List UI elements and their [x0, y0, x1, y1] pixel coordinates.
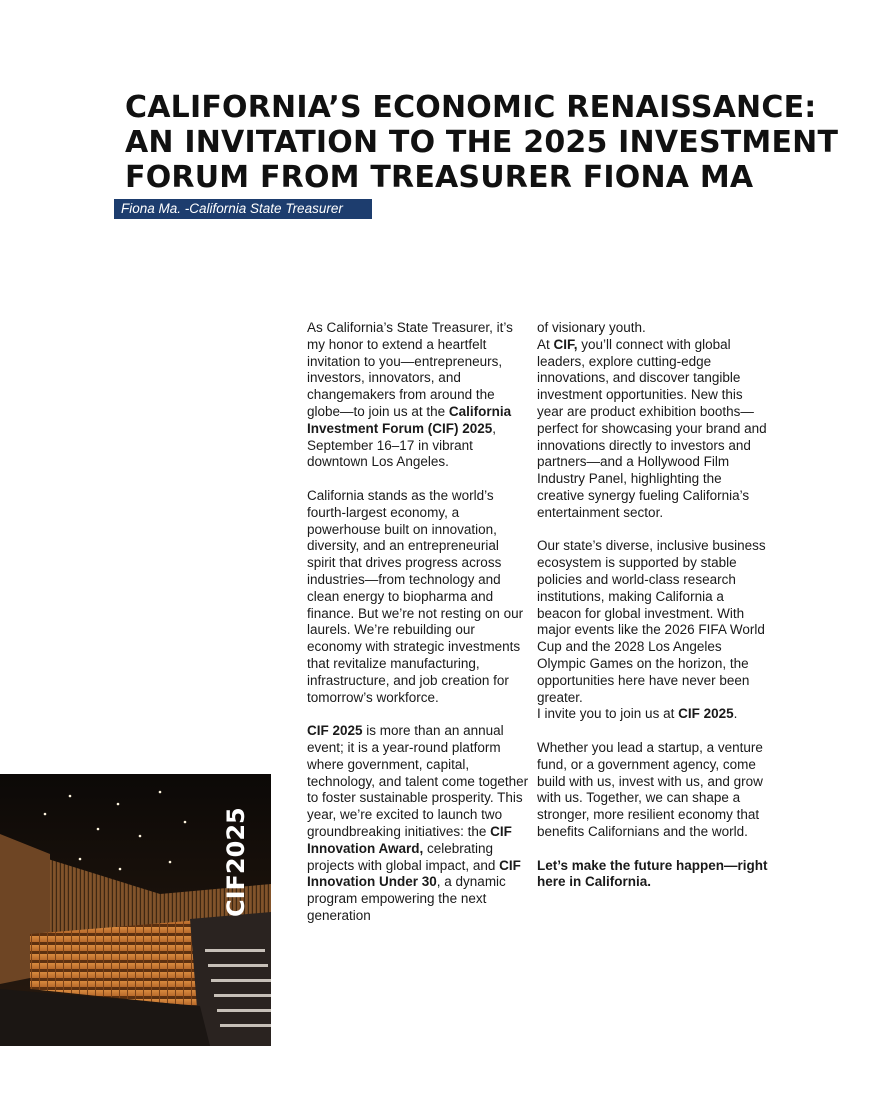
paragraph-closing: Whether you lead a startup, a venture fund, or a government agency, come build with us, invest with us, and grow with us. Together, we can shape a stronger, more resilient economy that benefits Californians and the world.	[537, 739, 763, 839]
text-run: As California’s State Treasurer, it’s my honor to extend a heartfelt invitation to you—entrepreneurs, investors, innovators, and changemakers from around the globe—to join us at the	[307, 320, 513, 419]
paragraph-continuation: of visionary youth.	[537, 320, 646, 335]
author-byline: Fiona Ma. -California State Treasurer	[114, 199, 372, 219]
headline-line-2: AN INVITATION TO THE 2025 INVESTMENT	[125, 125, 839, 160]
paragraph-call-to-action	[537, 858, 769, 892]
auditorium-photo	[0, 774, 271, 1046]
text-run: At	[537, 336, 554, 352]
headline-line-3: FORUM FROM TREASURER FIONA MA	[125, 160, 754, 195]
bold-run: CIF Innovation Under 30	[307, 857, 521, 890]
bold-run: CIF Innovation Award,	[307, 823, 512, 856]
bold-run: Let’s make the future happen—right here in California.	[537, 857, 768, 890]
auditorium-illustration	[0, 774, 271, 1046]
paragraph-cif-platform	[307, 723, 529, 925]
body-column-left	[307, 320, 529, 925]
bold-run: CIF 2025	[678, 706, 734, 722]
body-column-right	[537, 320, 769, 891]
cif2025-badge: CIF2025	[222, 807, 250, 917]
text-run: , a dynamic program empowering the next generation	[307, 874, 506, 923]
paragraph-connect	[537, 337, 769, 522]
headline-line-1: CALIFORNIA’S ECONOMIC RENAISSANCE:	[125, 90, 817, 125]
text-run: I invite you to join us at	[537, 706, 679, 722]
article-headline	[125, 90, 839, 195]
paragraph-ecosystem: Our state’s diverse, inclusive business ecosystem is supported by stable policies and world-class research institutions, making California a beacon for global investment. With major events like the 2026 FIFA World Cup and the 2028 Los Angeles Olympic Games on the horizon, the opportunities here have never been greater.	[537, 538, 766, 705]
paragraph-join-us	[537, 706, 769, 723]
text-run: .	[733, 706, 738, 722]
bold-run: CIF 2025	[307, 723, 363, 739]
text-run: you’ll connect with global leaders, explore cutting-edge innovations, and discover tangible investment opportunities. New this year are product exhibition booths—perfect for showcasing your brand and innovations directly to investors and partners—and a Hollywood Film Industry Panel, highlighting the creative synergy fueling California’s entertainment sector.	[537, 336, 767, 520]
bold-run: California Investment Forum (CIF) 2025	[307, 403, 512, 436]
text-run: is more than an annual event; it is a year-round platform where government, capital, technology, and talent come together to foster sustainable prosperity. This year, we’re excited to launch two groundbreaking initiatives: the	[307, 723, 529, 839]
text-run: celebrating projects with global impact, and	[307, 840, 500, 873]
paragraph-invitation	[307, 320, 529, 471]
paragraph-economy: California stands as the world’s fourth-largest economy, a powerhouse built on innovation, diversity, and an entrepreneurial spirit that drives progress across industries—from technology and clean energy to biopharma and finance. But we’re not resting on our laurels. We’re rebuilding our economy with strategic investments that revitalize manufacturing, infrastructure, and job creation for tomorrow’s workforce.	[307, 487, 524, 705]
text-run: , September 16–17 in vibrant downtown Los Angeles.	[307, 420, 497, 470]
bold-run: CIF,	[553, 336, 578, 352]
